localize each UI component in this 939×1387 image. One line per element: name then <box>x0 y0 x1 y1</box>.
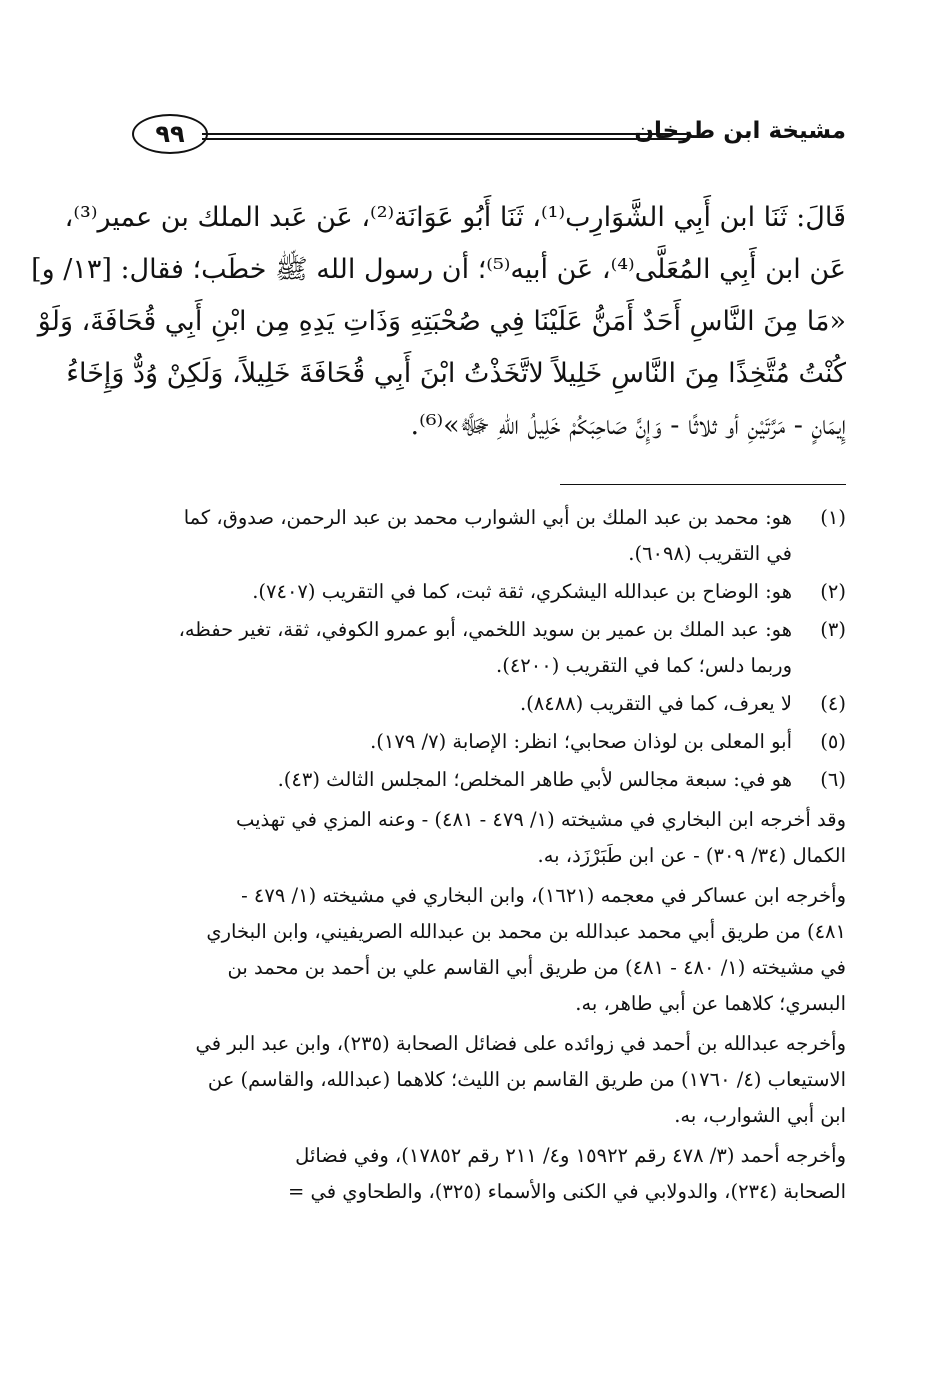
footnote-text <box>130 686 792 722</box>
hadith-line: عَن ابن أَبِي المُعَلَّى⁽⁴⁾، عَن أبيه⁽⁵⁾؛ أن رسول الله ﷺ خطَب؛ فقال: [١٣/ و] <box>31 254 846 285</box>
footnote-line: أبو المعلى بن لوذان صحابي؛ انظر: الإصابة (٧/ ١٧٩). <box>370 730 792 753</box>
footnote-number: (٢) <box>820 580 846 603</box>
footnote <box>130 762 846 798</box>
footnote-number: (٤) <box>820 692 846 715</box>
paragraph-line: وقد أخرجه ابن البخاري في مشيخته (١/ ٤٧٩ - ٤٨١) - وعنه المزي في تهذيب <box>235 808 846 831</box>
footnote-line: لا يعرف، كما في التقريب (٨٤٨٨). <box>519 692 792 715</box>
hadith-line: إِيمَانٍ - مَرَّتَيْنِ أو ثلاثًا - وَإِنَّ صَاحِبَكُمْ خَلِيلُ اللهِ ﷻ»⁽⁶⁾. <box>410 410 846 441</box>
hadith-line: قَالَ: ثَنَا ابن أَبِي الشَّوَارِب⁽¹⁾، ثَنَا أَبُو عَوَانَة⁽²⁾، عَن عَبد الملك بن عمير⁽³⁾، <box>64 202 846 233</box>
footnote-number: (٣) <box>820 618 846 641</box>
footnote-number: (١) <box>820 506 846 529</box>
takhrij-paragraph <box>130 1026 846 1134</box>
running-title: مشيخة ابن طرخان <box>634 118 846 144</box>
paragraph-line: الكمال (٣٤/ ٣٠٩) - عن ابن طَبَرْزَذ، به. <box>537 844 846 867</box>
footnote-number: (٦) <box>820 768 846 791</box>
paragraph-line: الصحابة (٢٣٤)، والدولابي في الكنى والأسماء (٣٢٥)، والطحاوي في = <box>288 1180 846 1203</box>
footnote-separator <box>560 484 846 485</box>
footnote-text <box>130 574 792 610</box>
takhrij-paragraph <box>130 1138 846 1210</box>
header-rule <box>202 133 688 140</box>
paragraph-line: الاستيعاب (٤/ ١٧٦٠) من طريق القاسم بن الليث؛ كلاهما (عبدالله، والقاسم) عن <box>207 1068 846 1091</box>
footnote <box>130 724 846 760</box>
footnote-line: هو: عبد الملك بن عمير بن سويد اللخمي، أبو عمرو الكوفي، ثقة، تغير حفظه، <box>178 618 792 641</box>
footnote-line: هو في: سبعة مجالس لأبي طاهر المخلص؛ المجلس الثالث (٤٣). <box>277 768 792 791</box>
footnote-line: هو: محمد بن عبد الملك بن أبي الشوارب محمد بن عبد الرحمن، صدوق، كما <box>183 506 792 529</box>
paragraph-line: في مشيخته (١/ ٤٨٠ - ٤٨١) من طريق أبي القاسم علي بن أحمد بن محمد بن <box>227 956 846 979</box>
paragraph-line: وأخرجه عبدالله بن أحمد في زوائده على فضائل الصحابة (٢٣٥)، وابن عبد البر في <box>195 1032 846 1055</box>
paragraph-line: ٤٨١) من طريق أبي محمد عبدالله بن محمد بن عبدالله الصريفيني، وابن البخاري <box>206 920 846 943</box>
takhrij-paragraph <box>130 878 846 1022</box>
paragraph-line: وأخرجه أحمد (٣/ ٤٧٨ رقم ١٥٩٢٢ و٤/ ٢١١ رقم ١٧٨٥٢)، وفي فضائل <box>295 1144 846 1167</box>
footnote <box>130 686 846 722</box>
paragraph-line: وأخرجه ابن عساكر في معجمه (١٦٢١)، وابن البخاري في مشيخته (١/ ٤٧٩ - <box>241 884 846 907</box>
footnote <box>130 500 846 572</box>
page-number: ٩٩ <box>132 114 208 154</box>
footnote-line: وربما دلس؛ كما في التقريب (٤٢٠٠). <box>496 654 792 677</box>
hadith-line: كُنْتُ مُتَّخِذًا مِنَ النَّاسِ خَلِيلاً لاتَّخَذْتُ ابْنَ أَبِي قُحَافَةَ خَلِيلاً، وَلَكِنْ وُدٌّ وَإِخَاءُ <box>66 358 846 389</box>
footnote <box>130 574 846 610</box>
footnote-text <box>130 724 792 760</box>
paragraph-line: البسري؛ كلاهما عن أبي طاهر، به. <box>575 992 846 1015</box>
footnote <box>130 612 846 684</box>
hadith-text <box>31 192 846 452</box>
page-header <box>132 112 846 160</box>
hadith-line: «مَا مِنَ النَّاسِ أَحَدٌ أَمَنُّ عَلَيْنَا فِي صُحْبَتِهِ وَذَاتِ يَدِهِ مِن ابْنِ أَبِي قُحَافَةَ، وَلَوْ <box>37 306 846 337</box>
footnote-text <box>130 612 792 684</box>
footnote-text <box>130 762 792 798</box>
takhrij-paragraph <box>130 802 846 874</box>
footnotes <box>130 500 846 1210</box>
paragraph-line: ابن أبي الشوارب، به. <box>674 1104 846 1127</box>
footnote-line: في التقريب (٦٠٩٨). <box>628 542 792 565</box>
footnote-text <box>130 500 792 572</box>
footnote-line: هو: الوضاح بن عبدالله اليشكري، ثقة ثبت، كما في التقريب (٧٤٠٧). <box>252 580 792 603</box>
footnote-number: (٥) <box>820 730 846 753</box>
